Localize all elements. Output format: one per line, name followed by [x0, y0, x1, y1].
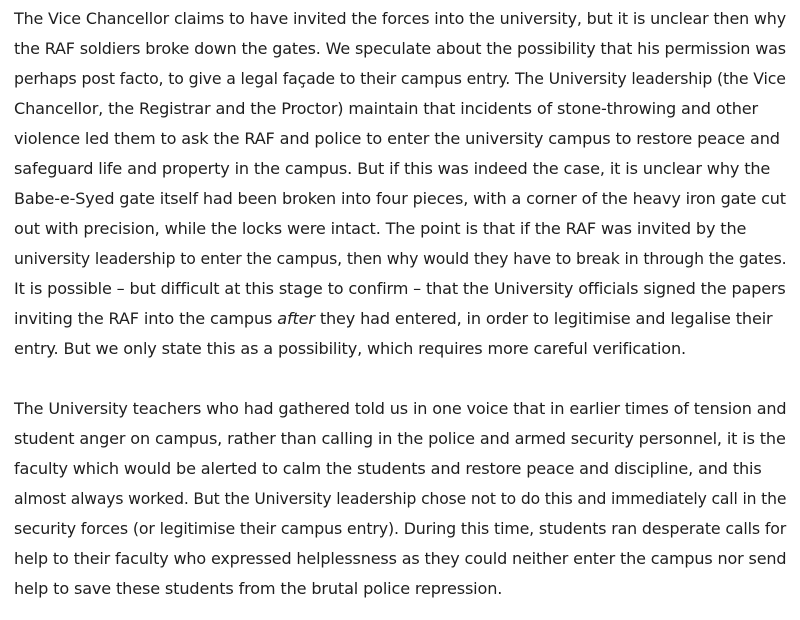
text-fragment: inviting the RAF into the campus	[14, 309, 278, 328]
paragraph-2	[14, 394, 786, 604]
text-line: the RAF soldiers broke down the gates. We speculate about the possibility that his permission was	[14, 39, 786, 58]
text-line: help to save these students from the brutal police repression.	[14, 579, 503, 598]
text-line: security forces (or legitimise their campus entry). During this time, students ran desperate calls for	[14, 519, 787, 538]
text-line: violence led them to ask the RAF and police to enter the university campus to restore peace and	[14, 129, 780, 148]
text-line: entry. But we only state this as a possibility, which requires more careful verification.	[14, 339, 687, 358]
text-line: almost always worked. But the University leadership chose not to do this and immediately call in the	[14, 489, 787, 508]
text-line-with-emphasis	[14, 304, 786, 334]
text-line: faculty which would be alerted to calm the students and restore peace and discipline, and this	[14, 459, 762, 478]
paragraph-1	[14, 4, 786, 364]
text-line: university leadership to enter the campus, then why would they have to break in through the gates.	[14, 249, 787, 268]
text-line: out with precision, while the locks were intact. The point is that if the RAF was invited by the	[14, 219, 747, 238]
emphasized-word: after	[277, 309, 315, 328]
text-line: student anger on campus, rather than calling in the police and armed security personnel, it is the	[14, 429, 786, 448]
text-line: help to their faculty who expressed helplessness as they could neither enter the campus nor send	[14, 549, 787, 568]
text-line: perhaps post facto, to give a legal façade to their campus entry. The University leadership (the Vice	[14, 69, 786, 88]
text-fragment: they had entered, in order to legitimise and legalise their	[314, 309, 773, 328]
text-line: Chancellor, the Registrar and the Proctor) maintain that incidents of stone-throwing and other	[14, 99, 758, 118]
text-line: safeguard life and property in the campus. But if this was indeed the case, it is unclear why the	[14, 159, 771, 178]
text-line: The Vice Chancellor claims to have invited the forces into the university, but it is unclear then why	[14, 9, 787, 28]
text-line: The University teachers who had gathered told us in one voice that in earlier times of tension and	[14, 399, 787, 418]
text-line: It is possible – but difficult at this stage to confirm – that the University officials signed the papers	[14, 279, 786, 298]
text-line: Babe-e-Syed gate itself had been broken into four pieces, with a corner of the heavy iron gate cut	[14, 189, 786, 208]
